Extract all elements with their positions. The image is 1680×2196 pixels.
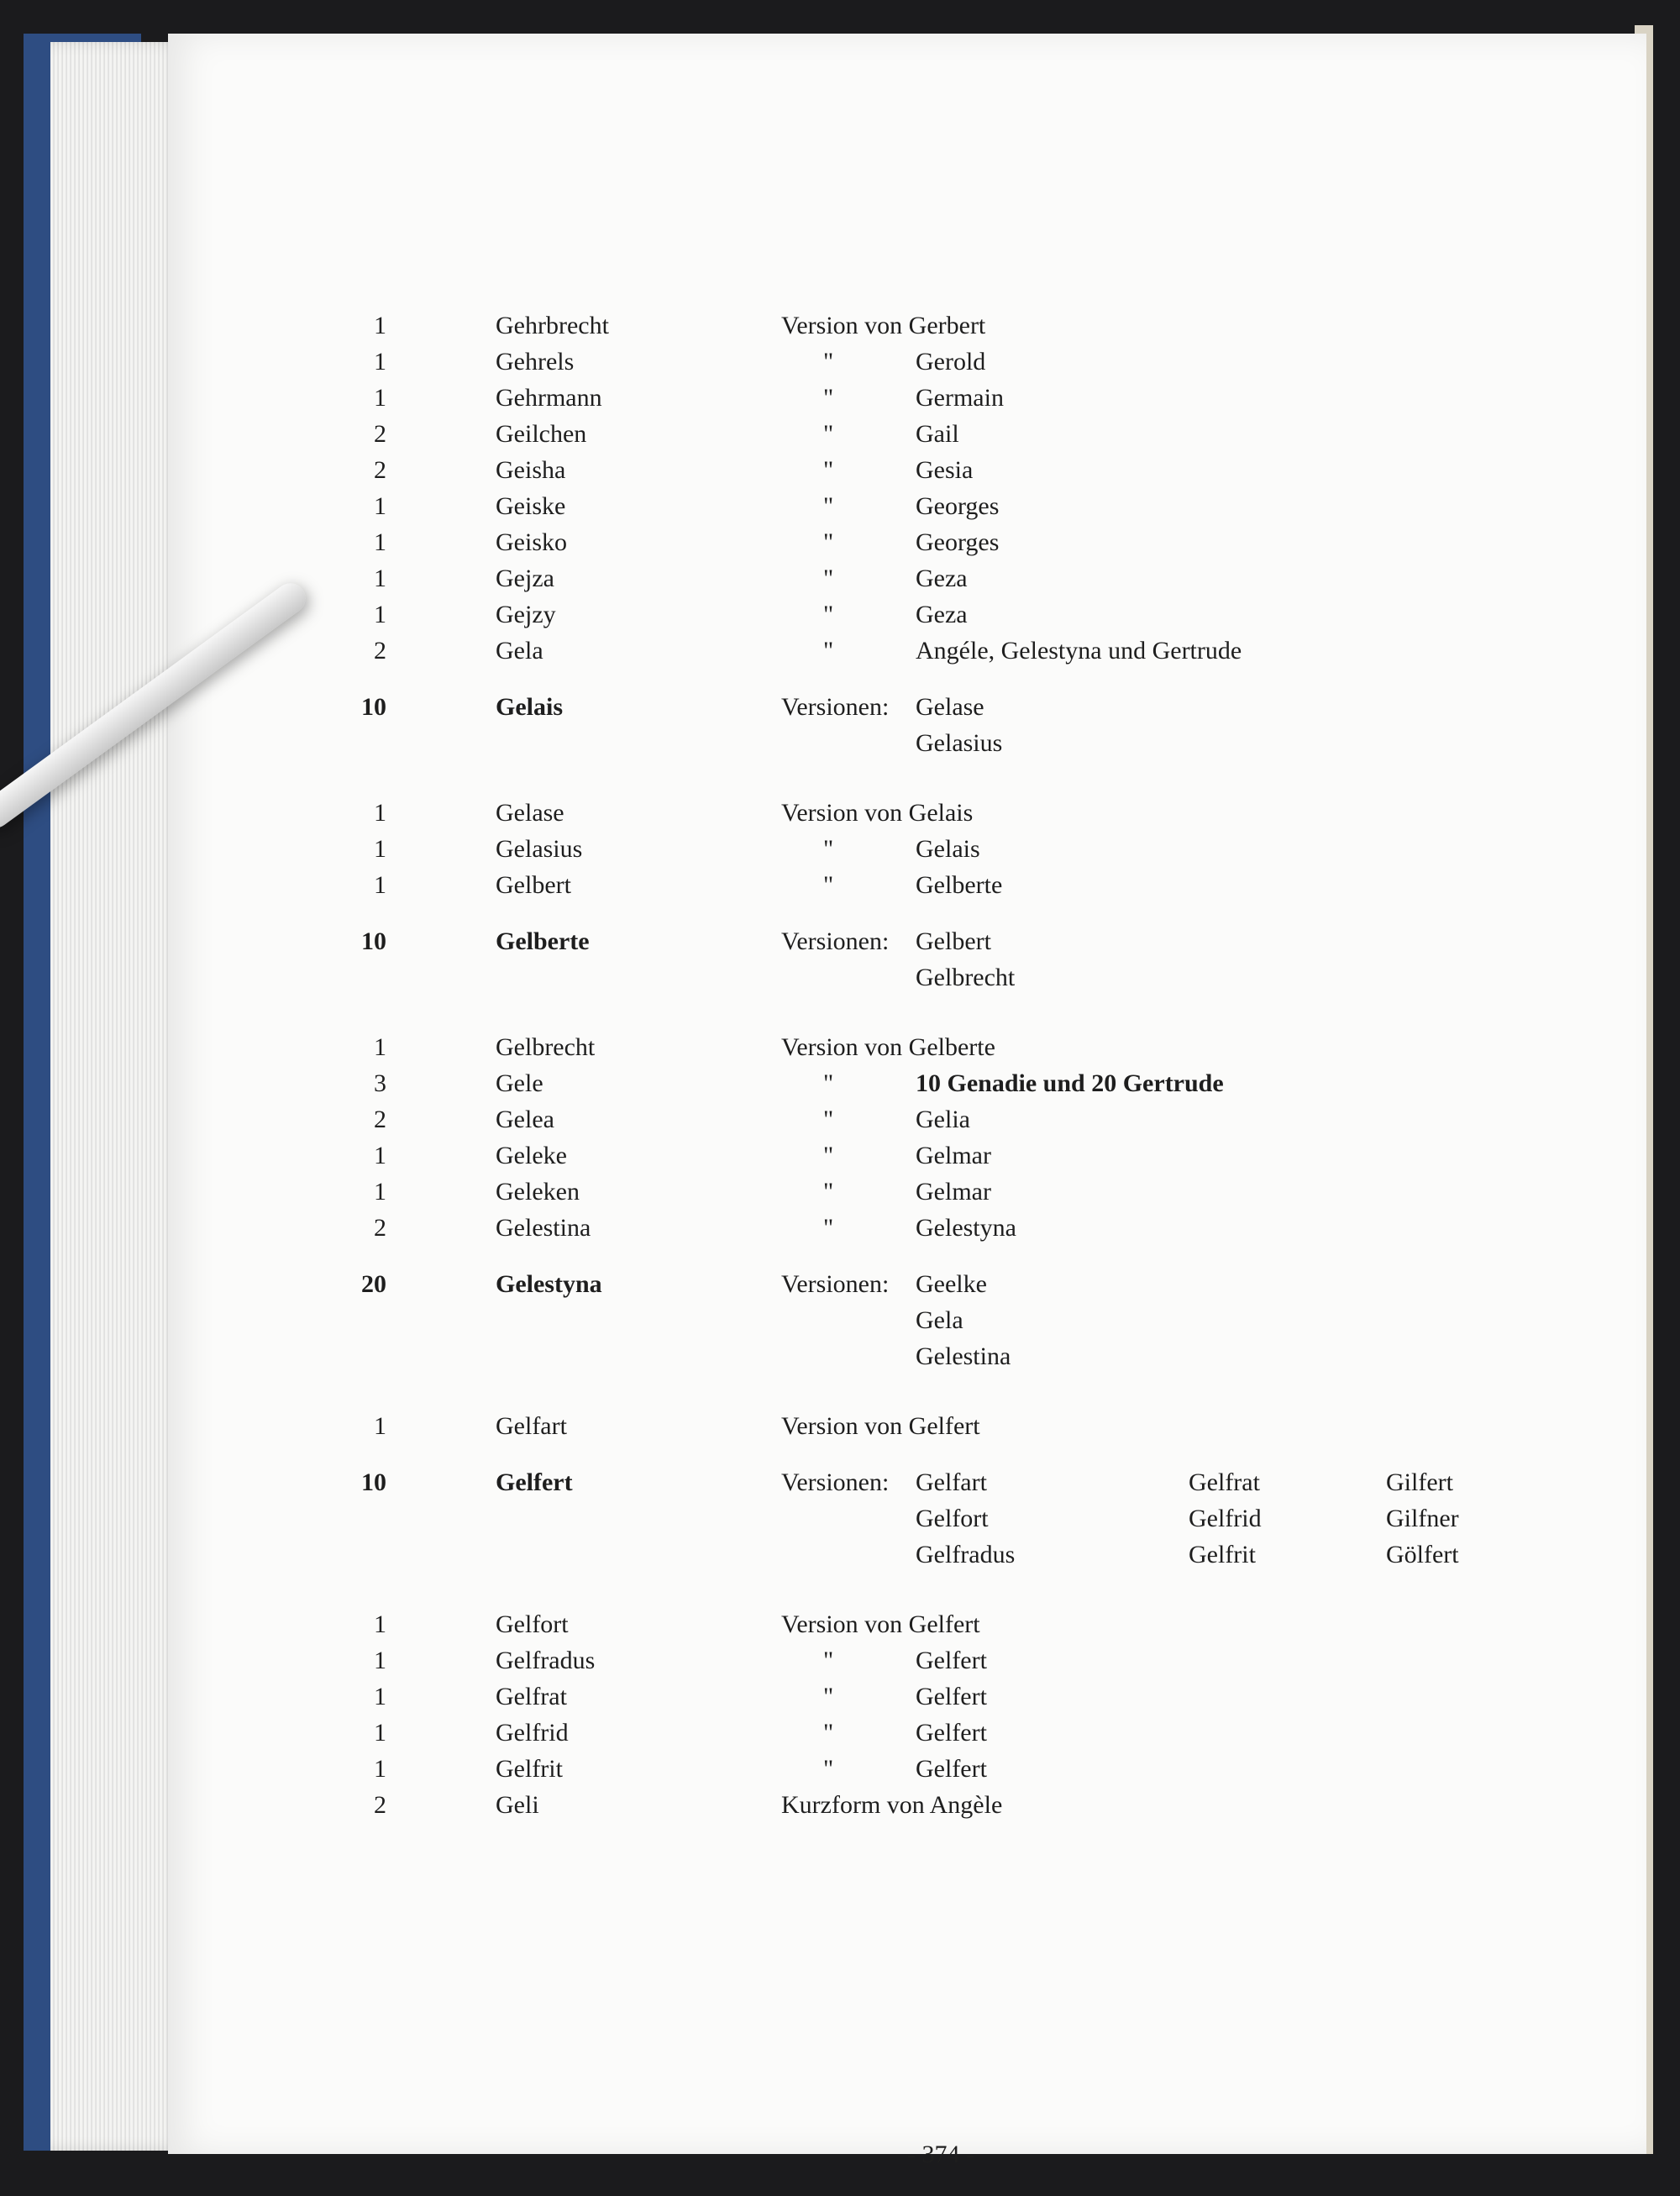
version-name: Gelfrit [1189,1541,1256,1568]
entry-name: Gelfert [496,1468,573,1496]
entry-group-row [168,1266,1646,1303]
book-page [168,34,1646,2168]
entry-row [168,1408,1646,1445]
entry-row [168,1715,1646,1752]
entry-row [168,1065,1646,1102]
entry-count: 1 [374,1412,386,1440]
entry-name: Gelfart [496,1412,567,1440]
entry-name: Geisha [496,456,566,484]
entry-row [168,1751,1646,1788]
entry-row [168,1679,1646,1715]
entry-name: Gelais [496,693,563,721]
ditto-mark: " [823,1178,834,1206]
ditto-mark: " [823,1106,834,1133]
entry-count: 1 [374,492,386,520]
entry-name: Gelea [496,1106,554,1133]
entry-row [168,596,1646,633]
entry-reference: Georges [916,492,1000,520]
entry-reference: Gelais [916,835,980,863]
entry-count: 1 [374,1178,386,1206]
entry-row [168,380,1646,417]
entry-count: 10 [361,927,386,955]
entry-name: Gejza [496,565,554,592]
entry-description: Versionen: [781,1270,890,1298]
entry-description: Version von Gelfert [781,1412,980,1440]
version-name: Gelbrecht [916,964,1016,991]
entry-name: Geisko [496,528,567,556]
entry-row [168,1787,1646,1824]
entry-reference: Gelberte [916,871,1003,899]
entry-row [168,1029,1646,1066]
ditto-mark: " [823,420,834,448]
version-name: Gelfort [916,1505,989,1532]
entry-name: Gela [496,637,543,665]
entry-group-row [168,923,1646,960]
ditto-mark: " [823,456,834,484]
entry-count: 2 [374,1791,386,1819]
entry-description: Version von Gelfert [781,1610,980,1638]
entry-count: 1 [374,601,386,628]
ditto-mark: " [823,871,834,899]
entry-name: Gehrels [496,348,575,376]
entry-name: Gelestina [496,1214,591,1242]
version-name: Gela [916,1306,963,1334]
entry-name: Gelfrit [496,1755,563,1783]
version-name: Gelasius [916,729,1003,757]
entry-name: Geiske [496,492,566,520]
entry-row [168,633,1646,670]
entry-row [168,831,1646,868]
entry-count: 1 [374,348,386,376]
entry-count: 10 [361,693,386,721]
entry-description: Version von Gelberte [781,1033,995,1061]
entry-row [168,867,1646,904]
entry-count: 1 [374,312,386,339]
entry-reference: Gesia [916,456,974,484]
entry-name: Gelbert [496,871,571,899]
entry-count: 1 [374,1683,386,1710]
entry-count: 1 [374,528,386,556]
ditto-mark: " [823,1755,834,1783]
entry-name: Geleke [496,1142,567,1169]
entry-row [168,1101,1646,1138]
entry-name: Gelfort [496,1610,569,1638]
entry-reference: Gail [916,420,959,448]
entry-count: 1 [374,1719,386,1747]
entry-row [168,1174,1646,1211]
version-name: Gölfert [1386,1541,1459,1568]
entry-reference: Gelfert [916,1647,987,1674]
entry-description: Version von Gelais [781,799,974,827]
ditto-mark: " [823,1214,834,1242]
entry-reference: Angéle, Gelestyna und Gertrude [916,637,1242,665]
entry-count: 1 [374,1647,386,1674]
version-name: Gelfrid [1189,1505,1262,1532]
entry-row [168,344,1646,381]
entry-count: 10 [361,1468,386,1496]
entry-name: Gele [496,1069,543,1097]
entry-count: 2 [374,1214,386,1242]
entry-row [168,795,1646,832]
page-number: - 374 - [907,2141,974,2168]
entry-name: Gelfrid [496,1719,569,1747]
entry-name: Gejzy [496,601,556,628]
entry-name: Geli [496,1791,539,1819]
entry-count: 2 [374,637,386,665]
entry-count: 2 [374,420,386,448]
entry-reference: Gelfert [916,1683,987,1710]
entry-count: 1 [374,384,386,412]
version-name: Gelestina [916,1342,1011,1370]
entry-name: Gelbrecht [496,1033,596,1061]
entry-reference: Geza [916,601,968,628]
ditto-mark: " [823,835,834,863]
ditto-mark: " [823,492,834,520]
entry-row [168,307,1646,344]
entry-count: 1 [374,1142,386,1169]
ditto-mark: " [823,1069,834,1097]
entry-name: Gehrbrecht [496,312,609,339]
entry-reference: Geza [916,565,968,592]
version-name: Gelfrat [1189,1468,1260,1496]
entry-group-row [168,689,1646,726]
entry-reference: Gelestyna [916,1214,1016,1242]
version-name: Gelfradus [916,1541,1016,1568]
ditto-mark: " [823,384,834,412]
entry-count: 2 [374,1106,386,1133]
entry-count: 1 [374,871,386,899]
version-name: Geelke [916,1270,987,1298]
ditto-mark: " [823,348,834,376]
entry-count: 2 [374,456,386,484]
version-name: Gelase [916,693,984,721]
entry-reference: Gerold [916,348,986,376]
ditto-mark: " [823,1683,834,1710]
entry-reference: Germain [916,384,1004,412]
entry-name: Gelase [496,799,564,827]
entry-description: Versionen: [781,693,890,721]
ditto-mark: " [823,601,834,628]
ditto-mark: " [823,1647,834,1674]
entry-row [168,1606,1646,1643]
entry-row [168,1210,1646,1247]
entry-reference: Gelia [916,1106,970,1133]
entry-name: Gelasius [496,835,583,863]
entry-row [168,452,1646,489]
entry-reference: Gelmar [916,1178,991,1206]
entry-reference: Georges [916,528,1000,556]
entry-row [168,1137,1646,1174]
ditto-mark: " [823,1142,834,1169]
entry-count: 1 [374,1755,386,1783]
version-name: Gilfner [1386,1505,1459,1532]
page-edge-stack [50,42,185,2151]
entry-reference: Gelmar [916,1142,991,1169]
entry-name: Gehrmann [496,384,602,412]
entry-row [168,524,1646,561]
entry-reference: 10 Genadie und 20 Gertrude [916,1069,1224,1097]
entry-description: Version von Gerbert [781,312,986,339]
entry-row [168,1642,1646,1679]
entry-description: Versionen: [781,1468,890,1496]
entry-description: Kurzform von Angèle [781,1791,1003,1819]
entry-count: 20 [361,1270,386,1298]
entry-count: 1 [374,1610,386,1638]
entry-name: Gelfrat [496,1683,567,1710]
version-name: Gelfart [916,1468,987,1496]
ditto-mark: " [823,528,834,556]
entry-description: Versionen: [781,927,890,955]
entry-count: 1 [374,1033,386,1061]
entry-count: 1 [374,565,386,592]
entry-name: Gelfradus [496,1647,596,1674]
entry-count: 1 [374,835,386,863]
entry-row [168,416,1646,453]
entry-name: Geleken [496,1178,580,1206]
entry-row [168,560,1646,597]
entry-reference: Gelfert [916,1755,987,1783]
entry-reference: Gelfert [916,1719,987,1747]
entry-name: Geilchen [496,420,587,448]
entry-count: 1 [374,799,386,827]
entry-count: 3 [374,1069,386,1097]
version-name: Gelbert [916,927,991,955]
entry-name: Gelberte [496,927,590,955]
version-name: Gilfert [1386,1468,1453,1496]
ditto-mark: " [823,637,834,665]
ditto-mark: " [823,1719,834,1747]
ditto-mark: " [823,565,834,592]
entry-name: Gelestyna [496,1270,602,1298]
entry-row [168,488,1646,525]
